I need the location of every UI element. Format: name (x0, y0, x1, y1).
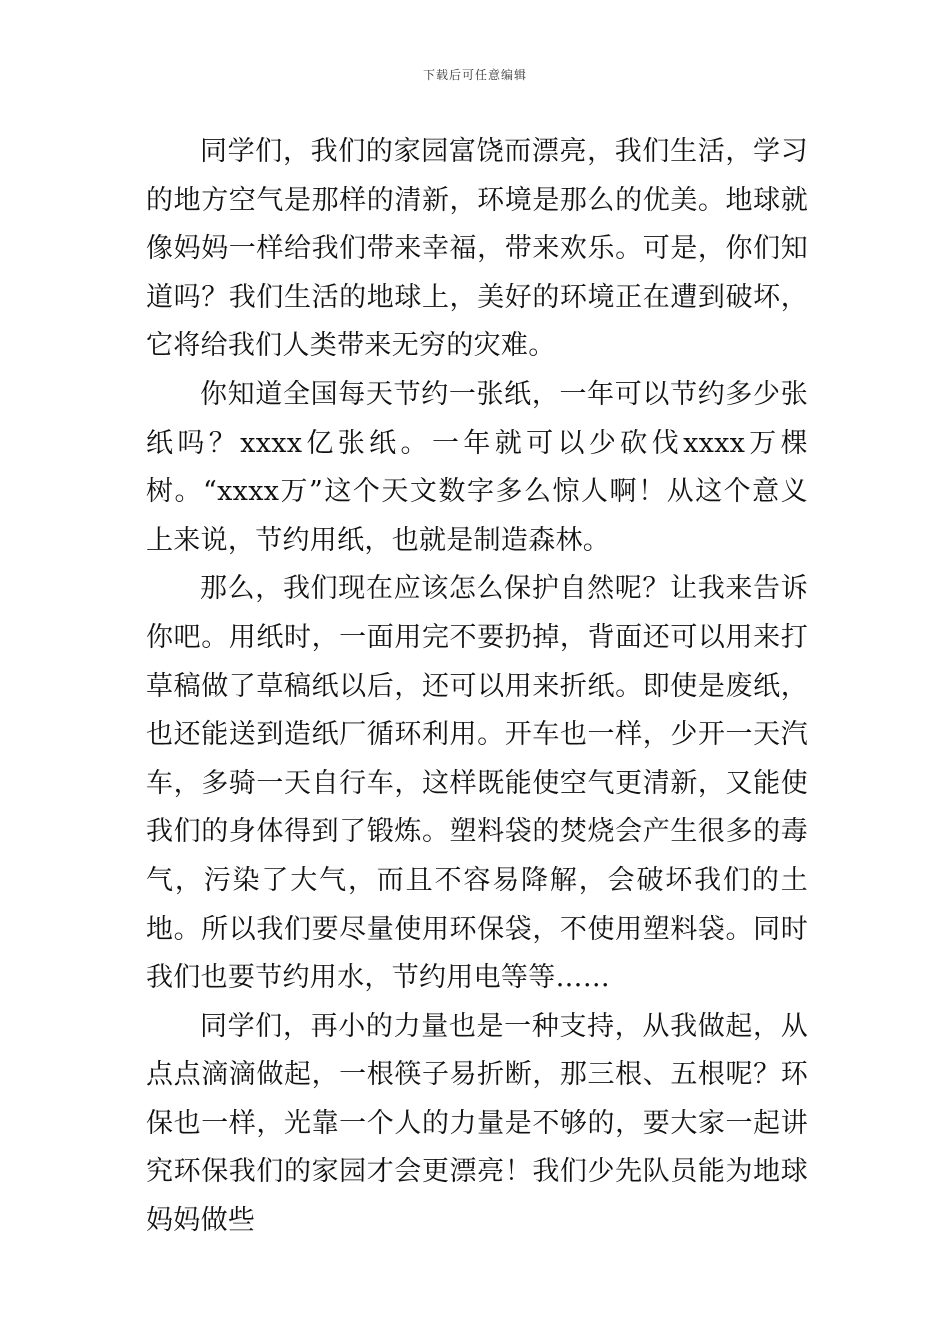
document-body (146, 128, 808, 1246)
paragraph-2: 你知道全国每天节约一张纸，一年可以节约多少张纸吗？xxxx亿张纸。一年就可以少砍伐xxxx万棵树。“xxxx万”这个天文数字多么惊人啊！从这个意义上来说，节约用纸，也就是制造森林。 (146, 378, 808, 556)
paragraph-4: 同学们，再小的力量也是一种支持，从我做起，从点点滴滴做起，一根筷子易折断，那三根、五根呢？环保也一样，光靠一个人的力量是不够的，要大家一起讲究环保我们的家园才会更漂亮！我们少先队员能为地球妈妈做些 (146, 1010, 808, 1237)
paragraph-3: 那么，我们现在应该怎么保护自然呢？让我来告诉你吧。用纸时，一面用完不要扔掉，背面还可以用来打草稿做了草稿纸以后，还可以用来折纸。即使是废纸，也还能送到造纸厂循环利用。开车也一样，少开一天汽车，多骑一天自行车，这样既能使空气更清新，又能使我们的身体得到了锻炼。塑料袋的焚烧会产生很多的毒气，污染了大气，而且不容易降解，会破坏我们的土地。所以我们要尽量使用环保袋，不使用塑料袋。同时我们也要节约用水，节约用电等等…… (146, 573, 808, 994)
page-header-note: 下载后可任意编辑 (422, 68, 527, 82)
paragraph-1: 同学们，我们的家园富饶而漂亮，我们生活，学习的地方空气是那样的清新，环境是那么的优美。地球就像妈妈一样给我们带来幸福，带来欢乐。可是，你们知道吗？我们生活的地球上，美好的环境正在遭到破坏，它将给我们人类带来无穷的灾难。 (146, 136, 808, 362)
